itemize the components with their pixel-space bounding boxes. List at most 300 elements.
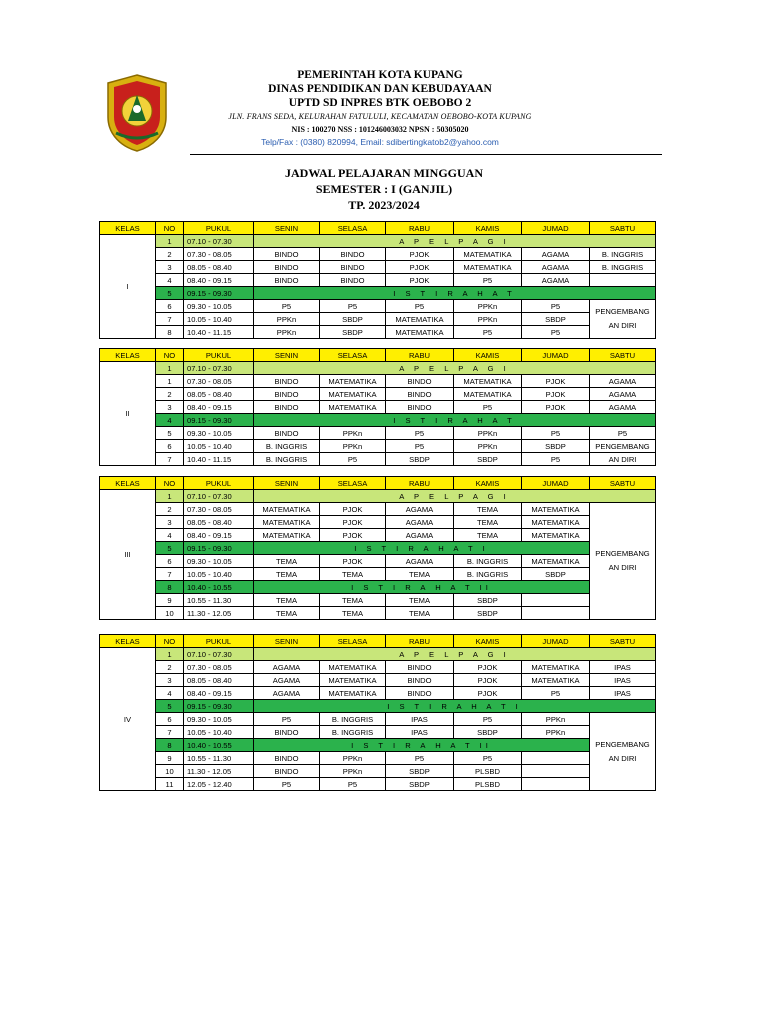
subject-cell: AN DIRI — [590, 453, 656, 466]
subject-cell: TEMA — [454, 516, 522, 529]
row-number: 1 — [156, 362, 184, 375]
subject-cell: SBDP — [386, 765, 454, 778]
subject-cell: BINDO — [386, 388, 454, 401]
subject-cell: SBDP — [386, 453, 454, 466]
subject-cell: AGAMA — [386, 503, 454, 516]
table-header-row — [100, 477, 656, 490]
subject-cell: BINDO — [386, 375, 454, 388]
subject-cell — [522, 607, 590, 620]
subject-cell: MATEMATIKA — [320, 375, 386, 388]
istirahat-banner: I S T I R A H A T I — [254, 700, 656, 713]
table-row — [100, 568, 656, 581]
subject-cell: B. INGGRIS — [590, 261, 656, 274]
subject-cell: B. INGGRIS — [254, 440, 320, 453]
column-header: SELASA — [320, 635, 386, 648]
subject-cell: TEMA — [254, 607, 320, 620]
subject-cell: PPKn — [454, 300, 522, 313]
row-number: 9 — [156, 752, 184, 765]
subject-cell — [590, 274, 656, 287]
subject-cell: MATEMATIKA — [454, 375, 522, 388]
row-number: 1 — [156, 375, 184, 388]
subject-cell: PPKn — [454, 427, 522, 440]
subject-cell: PPKn — [522, 726, 590, 739]
subject-cell: P5 — [522, 453, 590, 466]
subject-cell: TEMA — [386, 594, 454, 607]
time-range: 10.40 - 11.15 — [184, 326, 254, 339]
schedule-table-kelas-II — [99, 348, 656, 466]
pengembangan-diri-block: PENGEMBANG AN DIRI — [590, 713, 656, 791]
school-name: UPTD SD INPRES BTK OEBOBO 2 — [288, 97, 472, 109]
subject-cell: P5 — [386, 440, 454, 453]
subject-cell: SBDP — [454, 594, 522, 607]
subject-cell: PPKn — [522, 713, 590, 726]
table-row — [100, 661, 656, 674]
column-header: NO — [156, 222, 184, 235]
row-number: 8 — [156, 739, 184, 752]
subject-cell: BINDO — [320, 274, 386, 287]
subject-cell: MATEMATIKA — [454, 248, 522, 261]
table-row — [100, 503, 656, 516]
subject-cell: TEMA — [320, 607, 386, 620]
subject-cell: MATEMATIKA — [386, 313, 454, 326]
subject-cell: PPKn — [254, 313, 320, 326]
kelas-cell: IV — [100, 648, 156, 791]
column-header: KELAS — [100, 222, 156, 235]
time-range: 09.15 - 09.30 — [184, 414, 254, 427]
kelas-cell: I — [100, 235, 156, 339]
column-header: JUMAD — [522, 477, 590, 490]
gov-name: PEMERINTAH KOTA KUPANG — [297, 69, 463, 81]
column-header: NO — [156, 477, 184, 490]
subject-cell: TEMA — [254, 594, 320, 607]
table-row — [100, 765, 656, 778]
table-row — [100, 375, 656, 388]
istirahat-banner: I S T I R A H A T I — [254, 542, 590, 555]
time-range: 09.15 - 09.30 — [184, 542, 254, 555]
subject-cell: MATEMATIKA — [320, 661, 386, 674]
time-range: 08.40 - 09.15 — [184, 529, 254, 542]
row-number: 1 — [156, 648, 184, 661]
table-header-row — [100, 349, 656, 362]
column-header: KAMIS — [454, 477, 522, 490]
column-header: PUKUL — [184, 349, 254, 362]
subject-cell: P5 — [454, 752, 522, 765]
subject-cell — [522, 594, 590, 607]
subject-cell: B. INGGRIS — [590, 248, 656, 261]
row-number: 5 — [156, 287, 184, 300]
apel-pagi-banner: A P E L P A G I — [254, 362, 656, 375]
column-header: PUKUL — [184, 635, 254, 648]
subject-cell: MATEMATIKA — [522, 674, 590, 687]
subject-cell: MATEMATIKA — [386, 326, 454, 339]
subject-cell: BINDO — [386, 661, 454, 674]
subject-cell: PPKn — [454, 440, 522, 453]
subject-cell: AGAMA — [386, 529, 454, 542]
row-number: 5 — [156, 427, 184, 440]
column-header: KAMIS — [454, 349, 522, 362]
department-name: DINAS PENDIDIKAN DAN KEBUDAYAAN — [268, 83, 492, 95]
time-range: 07.30 - 08.05 — [184, 375, 254, 388]
table-row — [100, 235, 656, 248]
table-row — [100, 414, 656, 427]
subject-cell — [522, 752, 590, 765]
row-number: 7 — [156, 313, 184, 326]
row-number: 6 — [156, 713, 184, 726]
subject-cell: BINDO — [254, 401, 320, 414]
column-header: RABU — [386, 222, 454, 235]
table-row — [100, 326, 656, 339]
subject-cell: SBDP — [454, 726, 522, 739]
column-header: SENIN — [254, 349, 320, 362]
row-number: 2 — [156, 248, 184, 261]
subject-cell: PPKn — [454, 313, 522, 326]
table-row — [100, 739, 656, 752]
time-range: 08.40 - 09.15 — [184, 401, 254, 414]
column-header: NO — [156, 349, 184, 362]
table-header-row — [100, 635, 656, 648]
time-range: 10.05 - 10.40 — [184, 313, 254, 326]
time-range: 09.15 - 09.30 — [184, 287, 254, 300]
time-range: 08.40 - 09.15 — [184, 687, 254, 700]
column-header: SENIN — [254, 222, 320, 235]
subject-cell: B. INGGRIS — [320, 726, 386, 739]
subject-cell: PJOK — [320, 503, 386, 516]
subject-cell: P5 — [454, 401, 522, 414]
column-header: SELASA — [320, 477, 386, 490]
row-number: 5 — [156, 542, 184, 555]
time-range: 10.55 - 11.30 — [184, 594, 254, 607]
subject-cell: MATEMATIKA — [320, 687, 386, 700]
row-number: 8 — [156, 326, 184, 339]
pengembangan-diri-block: PENGEMBANG AN DIRI — [590, 300, 656, 339]
column-header: RABU — [386, 349, 454, 362]
subject-cell: B. INGGRIS — [320, 713, 386, 726]
column-header: JUMAD — [522, 222, 590, 235]
row-number: 5 — [156, 700, 184, 713]
subject-cell: P5 — [454, 326, 522, 339]
title-line-2: SEMESTER : I (GANJIL) — [315, 182, 453, 196]
subject-cell: PJOK — [454, 674, 522, 687]
table-row — [100, 529, 656, 542]
istirahat-banner: I S T I R A H A T — [254, 414, 656, 427]
schedule-table-kelas-III — [99, 476, 656, 620]
subject-cell: AGAMA — [386, 516, 454, 529]
subject-cell: BINDO — [254, 261, 320, 274]
subject-cell: TEMA — [254, 555, 320, 568]
column-header: KELAS — [100, 349, 156, 362]
subject-cell: MATEMATIKA — [320, 401, 386, 414]
subject-cell: AGAMA — [522, 248, 590, 261]
subject-cell: BINDO — [254, 427, 320, 440]
subject-cell: MATEMATIKA — [320, 674, 386, 687]
subject-cell: SBDP — [522, 440, 590, 453]
subject-cell: PJOK — [320, 516, 386, 529]
subject-cell: BINDO — [320, 261, 386, 274]
title-line-3: TP. 2023/2024 — [348, 198, 420, 212]
subject-cell: P5 — [386, 300, 454, 313]
row-number: 10 — [156, 765, 184, 778]
subject-cell: AGAMA — [590, 401, 656, 414]
kota-kupang-emblem — [102, 73, 172, 153]
table-row — [100, 594, 656, 607]
subject-cell: PPKn — [320, 427, 386, 440]
time-range: 07.30 - 08.05 — [184, 503, 254, 516]
subject-cell: P5 — [522, 687, 590, 700]
table-row — [100, 427, 656, 440]
subject-cell: SBDP — [522, 568, 590, 581]
subject-cell: P5 — [386, 427, 454, 440]
subject-cell: SBDP — [454, 607, 522, 620]
table-row — [100, 674, 656, 687]
subject-cell: AGAMA — [522, 261, 590, 274]
time-range: 07.30 - 08.05 — [184, 661, 254, 674]
time-range: 08.40 - 09.15 — [184, 274, 254, 287]
subject-cell: P5 — [454, 274, 522, 287]
apel-pagi-banner: A P E L P A G I — [254, 490, 656, 503]
row-number: 3 — [156, 401, 184, 414]
time-range: 10.40 - 10.55 — [184, 581, 254, 594]
row-number: 7 — [156, 568, 184, 581]
column-header: SABTU — [590, 635, 656, 648]
subject-cell: AGAMA — [386, 555, 454, 568]
time-range: 10.05 - 10.40 — [184, 440, 254, 453]
table-row — [100, 401, 656, 414]
subject-cell: PJOK — [320, 555, 386, 568]
row-number: 4 — [156, 274, 184, 287]
column-header: SENIN — [254, 477, 320, 490]
subject-cell: BINDO — [386, 401, 454, 414]
subject-cell: P5 — [320, 778, 386, 791]
column-header: KAMIS — [454, 222, 522, 235]
table-row — [100, 248, 656, 261]
table-row — [100, 581, 656, 594]
row-number: 2 — [156, 661, 184, 674]
subject-cell: P5 — [454, 713, 522, 726]
subject-cell: TEMA — [386, 568, 454, 581]
time-range: 08.05 - 08.40 — [184, 261, 254, 274]
row-number: 4 — [156, 529, 184, 542]
subject-cell: PPKn — [320, 765, 386, 778]
column-header: SELASA — [320, 349, 386, 362]
table-row — [100, 607, 656, 620]
subject-cell: MATEMATIKA — [522, 516, 590, 529]
title-line-1: JADWAL PELAJARAN MINGGUAN — [284, 166, 483, 180]
row-number: 2 — [156, 388, 184, 401]
subject-cell: PJOK — [522, 375, 590, 388]
time-range: 11.30 - 12.05 — [184, 607, 254, 620]
table-row — [100, 313, 656, 326]
subject-cell: BINDO — [386, 687, 454, 700]
table-row — [100, 687, 656, 700]
subject-cell: P5 — [522, 300, 590, 313]
table-row — [100, 726, 656, 739]
pengembangan-diri-block: PENGEMBANG AN DIRI — [590, 503, 656, 620]
subject-cell: BINDO — [386, 674, 454, 687]
subject-cell: MATEMATIKA — [254, 516, 320, 529]
subject-cell: SBDP — [386, 778, 454, 791]
table-row — [100, 648, 656, 661]
row-number: 10 — [156, 607, 184, 620]
time-range: 08.05 - 08.40 — [184, 388, 254, 401]
apel-pagi-banner: A P E L P A G I — [254, 648, 656, 661]
subject-cell: AGAMA — [254, 661, 320, 674]
subject-cell: PJOK — [522, 401, 590, 414]
istirahat-banner: I S T I R A H A T II — [254, 581, 590, 594]
subject-cell: P5 — [386, 752, 454, 765]
table-row — [100, 274, 656, 287]
subject-cell: B. INGGRIS — [454, 568, 522, 581]
subject-cell — [522, 778, 590, 791]
time-range: 10.05 - 10.40 — [184, 568, 254, 581]
subject-cell: MATEMATIKA — [254, 529, 320, 542]
table-row — [100, 453, 656, 466]
row-number: 3 — [156, 674, 184, 687]
school-address: JLN. FRANS SEDA, KELURAHAN FATULULI, KECAMATAN OEBOBO-KOTA KUPANG — [228, 112, 532, 121]
table-row — [100, 261, 656, 274]
table-row — [100, 388, 656, 401]
time-range: 09.30 - 10.05 — [184, 300, 254, 313]
subject-cell: PJOK — [522, 388, 590, 401]
column-header: SABTU — [590, 349, 656, 362]
table-row — [100, 490, 656, 503]
subject-cell: P5 — [254, 713, 320, 726]
column-header: SABTU — [590, 477, 656, 490]
table-row — [100, 516, 656, 529]
row-number: 3 — [156, 261, 184, 274]
subject-cell: SBDP — [320, 326, 386, 339]
time-range: 07.10 - 07.30 — [184, 648, 254, 661]
subject-cell: MATEMATIKA — [454, 261, 522, 274]
letterhead — [190, 68, 570, 149]
subject-cell: SBDP — [320, 313, 386, 326]
subject-cell: BINDO — [254, 375, 320, 388]
column-header: SELASA — [320, 222, 386, 235]
subject-cell: PENGEMBANG — [590, 440, 656, 453]
subject-cell: BINDO — [320, 248, 386, 261]
subject-cell: PJOK — [454, 687, 522, 700]
row-number: 3 — [156, 516, 184, 529]
table-row — [100, 700, 656, 713]
table-row — [100, 713, 656, 726]
subject-cell: TEMA — [320, 568, 386, 581]
subject-cell: IPAS — [590, 661, 656, 674]
subject-cell: BINDO — [254, 752, 320, 765]
column-header: PUKUL — [184, 222, 254, 235]
subject-cell: SBDP — [522, 313, 590, 326]
table-row — [100, 542, 656, 555]
istirahat-banner: I S T I R A H A T II — [254, 739, 590, 752]
table-row — [100, 752, 656, 765]
time-range: 08.05 - 08.40 — [184, 674, 254, 687]
column-header: KAMIS — [454, 635, 522, 648]
row-number: 8 — [156, 581, 184, 594]
column-header: JUMAD — [522, 349, 590, 362]
document-title — [234, 165, 534, 213]
subject-cell: P5 — [320, 300, 386, 313]
column-header: PUKUL — [184, 477, 254, 490]
table-row — [100, 362, 656, 375]
time-range: 09.30 - 10.05 — [184, 555, 254, 568]
school-contact: Telp/Fax : (0380) 820994, Email: sdibertingkatob2@yahoo.com — [261, 137, 499, 147]
subject-cell: P5 — [254, 778, 320, 791]
subject-cell: BINDO — [254, 388, 320, 401]
subject-cell: TEMA — [254, 568, 320, 581]
column-header: RABU — [386, 635, 454, 648]
table-row — [100, 287, 656, 300]
subject-cell: TEMA — [454, 503, 522, 516]
time-range: 08.05 - 08.40 — [184, 516, 254, 529]
row-number: 7 — [156, 453, 184, 466]
subject-cell: P5 — [522, 427, 590, 440]
subject-cell: PJOK — [386, 274, 454, 287]
subject-cell — [522, 765, 590, 778]
time-range: 09.30 - 10.05 — [184, 427, 254, 440]
time-range: 10.05 - 10.40 — [184, 726, 254, 739]
letterhead-divider — [190, 154, 662, 155]
subject-cell: AGAMA — [522, 274, 590, 287]
subject-cell: P5 — [254, 300, 320, 313]
subject-cell: PJOK — [320, 529, 386, 542]
row-number: 6 — [156, 440, 184, 453]
row-number: 9 — [156, 594, 184, 607]
subject-cell: BINDO — [254, 726, 320, 739]
row-number: 11 — [156, 778, 184, 791]
row-number: 1 — [156, 235, 184, 248]
subject-cell: MATEMATIKA — [522, 529, 590, 542]
subject-cell: BINDO — [254, 765, 320, 778]
column-header: RABU — [386, 477, 454, 490]
time-range: 11.30 - 12.05 — [184, 765, 254, 778]
row-number: 4 — [156, 414, 184, 427]
column-header: KELAS — [100, 635, 156, 648]
column-header: SENIN — [254, 635, 320, 648]
time-range: 12.05 - 12.40 — [184, 778, 254, 791]
time-range: 10.40 - 10.55 — [184, 739, 254, 752]
subject-cell: MATEMATIKA — [522, 661, 590, 674]
time-range: 10.40 - 11.15 — [184, 453, 254, 466]
table-row — [100, 778, 656, 791]
time-range: 09.30 - 10.05 — [184, 713, 254, 726]
table-row — [100, 555, 656, 568]
column-header: SABTU — [590, 222, 656, 235]
time-range: 07.30 - 08.05 — [184, 248, 254, 261]
table-row — [100, 440, 656, 453]
time-range: 07.10 - 07.30 — [184, 235, 254, 248]
subject-cell: SBDP — [454, 453, 522, 466]
subject-cell: AGAMA — [590, 375, 656, 388]
subject-cell: MATEMATIKA — [522, 503, 590, 516]
subject-cell: IPAS — [590, 687, 656, 700]
column-header: NO — [156, 635, 184, 648]
subject-cell: PPKn — [320, 752, 386, 765]
subject-cell: TEMA — [320, 594, 386, 607]
time-range: 07.10 - 07.30 — [184, 490, 254, 503]
subject-cell: AGAMA — [254, 674, 320, 687]
subject-cell: AGAMA — [590, 388, 656, 401]
subject-cell: IPAS — [386, 726, 454, 739]
table-row — [100, 300, 656, 313]
schedule-table-kelas-I — [99, 221, 656, 339]
subject-cell: MATEMATIKA — [454, 388, 522, 401]
row-number: 7 — [156, 726, 184, 739]
subject-cell: BINDO — [254, 248, 320, 261]
subject-cell: P5 — [590, 427, 656, 440]
time-range: 07.10 - 07.30 — [184, 362, 254, 375]
row-number: 6 — [156, 300, 184, 313]
subject-cell: PPKn — [254, 326, 320, 339]
kelas-cell: II — [100, 362, 156, 466]
subject-cell: IPAS — [386, 713, 454, 726]
